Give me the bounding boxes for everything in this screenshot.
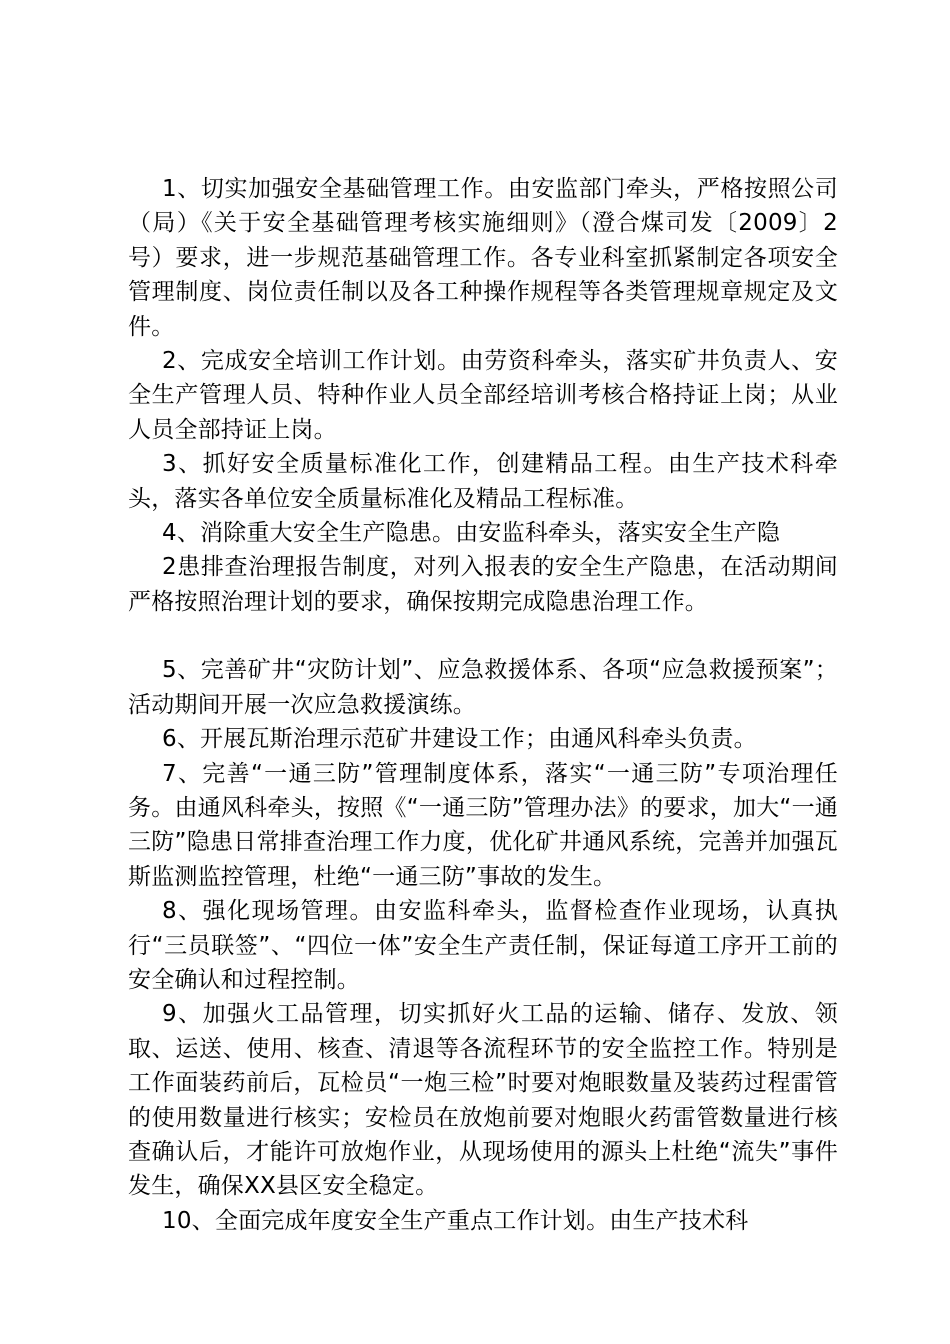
paragraph-item-1: 1、切实加强安全基础管理工作。由安监部门牵头，严格按照公司（局）《关于安全基础管理考核实施细则》（澄合煤司发〔2009〕2号）要求，进一步规范基础管理工作。各专业科室抓紧制定各项安全管理制度、岗位责任制以及各工种操作规程等各类管理规章规定及文件。 (128, 176, 838, 340)
document-body (128, 172, 838, 1238)
paragraph-spacer (128, 619, 838, 653)
paragraph-item-4-continued: 2患排查治理报告制度，对列入报表的安全生产隐患，在活动期间严格按照治理计划的要求，确保按期完成隐患治理工作。 (128, 554, 838, 615)
paragraph-item-7: 7、完善“一通三防”管理制度体系，落实“一通三防”专项治理任务。由通风科牵头，按照《“一通三防”管理办法》的要求，加大“一通三防”隐患日常排查治理工作力度，优化矿井通风系统，完善并加强瓦斯监测监控管理，杜绝“一通三防”事故的发生。 (128, 760, 838, 890)
paragraph-item-10: 10、全面完成年度安全生产重点工作计划。由生产技术科 (162, 1207, 749, 1234)
paragraph-item-8: 8、强化现场管理。由安监科牵头，监督检查作业现场，认真执行“三员联签”、“四位一体”安全生产责任制，保证每道工序开工前的安全确认和过程控制。 (128, 898, 838, 993)
paragraph-item-5: 5、完善矿井“灾防计划”、应急救援体系、各项“应急救援预案”；活动期间开展一次应急救援演练。 (128, 657, 838, 718)
paragraph-item-3: 3、抓好安全质量标准化工作，创建精品工程。由生产技术科牵头，落实各单位安全质量标准化及精品工程标准。 (128, 451, 838, 512)
paragraph-item-9: 9、加强火工品管理，切实抓好火工品的运输、储存、发放、领取、运送、使用、核查、清退等各流程环节的安全监控工作。特别是工作面装药前后，瓦检员“一炮三检”时要对炮眼数量及装药过程雷管的使用数量进行核实；安检员在放炮前要对炮眼火药雷管数量进行核查确认后，才能许可放炮作业，从现场使用的源头上杜绝“流失”事件发生，确保XX县区安全稳定。 (128, 1001, 838, 1200)
paragraph-item-4: 4、消除重大安全生产隐患。由安监科牵头，落实安全生产隐 (162, 520, 781, 547)
paragraph-item-2: 2、完成安全培训工作计划。由劳资科牵头，落实矿井负责人、安全生产管理人员、特种作业人员全部经培训考核合格持证上岗；从业人员全部持证上岗。 (128, 348, 838, 443)
paragraph-item-6: 6、开展瓦斯治理示范矿井建设工作；由通风科牵头负责。 (162, 726, 757, 753)
